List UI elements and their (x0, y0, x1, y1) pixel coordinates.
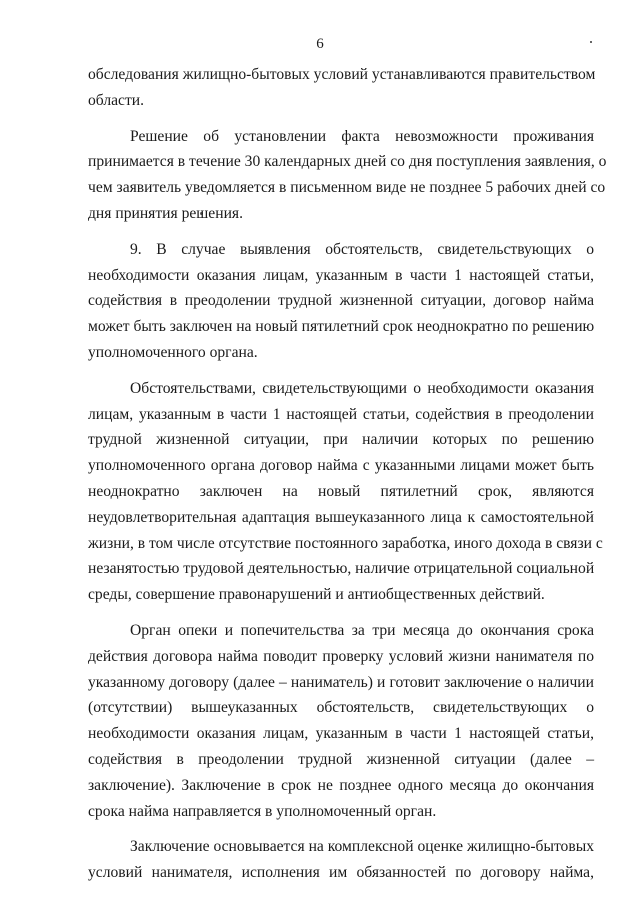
text-line: лицам, указанным в части 1 настоящей статьи, содействия в преодолении (88, 405, 594, 423)
text-line: трудной жизненной ситуации, при наличии которых по решению (88, 431, 594, 449)
text-line: (отсутствии) вышеуказанных обстоятельств, свидетельствующих о (88, 699, 594, 717)
text-line: действия договора найма поводит проверку условий жизни нанимателя по (88, 647, 594, 665)
paragraph (88, 834, 594, 886)
text-line: 9. В случае выявления обстоятельств, свидетельствующих о (130, 240, 594, 258)
text-line: заключение). Заключение в срок не позднее одного месяца до окончания (88, 776, 594, 794)
text-line: области. (88, 91, 145, 109)
text-line: дня принятия решения. (88, 204, 243, 222)
body-text (88, 62, 607, 886)
text-line: необходимости оказания лицам, указанным в части 1 настоящей статьи, (88, 725, 594, 743)
page-number: 6 (316, 36, 324, 52)
text-line: Обстоятельствами, свидетельствующими о необходимости оказания (130, 379, 594, 397)
text-line: Орган опеки и попечительства за три месяца до окончания срока (130, 621, 594, 639)
text-line: необходимости оказания лицам, указанным в части 1 настоящей статьи, (88, 266, 594, 284)
paragraph-gap (88, 366, 594, 376)
text-line: Решение об установлении факта невозможности проживания (130, 127, 594, 145)
text-line: может быть заключен на новый пятилетний срок неоднократно по решению (88, 318, 595, 336)
text-line: чем заявитель уведомляется в письменном виде не позднее 5 рабочих дней со (88, 179, 606, 197)
text-line: содействия в преодолении трудной жизненной ситуации (далее – (88, 750, 594, 768)
paragraph (88, 124, 607, 227)
paragraph-gap (88, 114, 594, 124)
paragraph-gap (88, 227, 594, 237)
text-line: уполномоченного органа договор найма с указанными лицами может быть (88, 457, 594, 475)
text-line: неудовлетворительная адаптация вышеуказанного лица к самостоятельной (88, 508, 594, 526)
text-line: незанятостью трудовой деятельностью, наличие отрицательной социальной (88, 560, 595, 578)
text-line: указанному договору (далее – наниматель) и готовит заключение о наличии (88, 673, 594, 691)
text-line: среды, совершение правонарушений и антиобщественных действий. (88, 586, 545, 604)
paragraph (88, 618, 594, 824)
text-line: обследования жилищно-бытовых условий устанавливаются правительством (88, 66, 596, 83)
text-line: содействия в преодолении трудной жизненной ситуации, договор найма (88, 292, 594, 310)
scan-speck (590, 41, 592, 43)
paragraph (88, 237, 594, 366)
paragraph (88, 62, 594, 114)
text-line: принимается в течение 30 календарных дней со дня поступления заявления, о (88, 153, 607, 171)
text-line: условий нанимателя, исполнения им обязанностей по договору найма, (88, 864, 594, 882)
paragraph-gap (88, 824, 594, 834)
text-line: уполномоченного органа. (88, 343, 258, 361)
paragraph-gap (88, 608, 594, 618)
text-line: Заключение основывается на комплексной оценке жилищно-бытовых (130, 838, 594, 856)
text-line: срока найма направляется в уполномоченный орган. (88, 802, 437, 820)
paragraph (88, 376, 603, 608)
text-line: жизни, в том числе отсутствие постоянного заработка, иного дохода в связи с (88, 534, 603, 552)
text-line: неоднократно заключен на новый пятилетний срок, являются (88, 482, 594, 500)
